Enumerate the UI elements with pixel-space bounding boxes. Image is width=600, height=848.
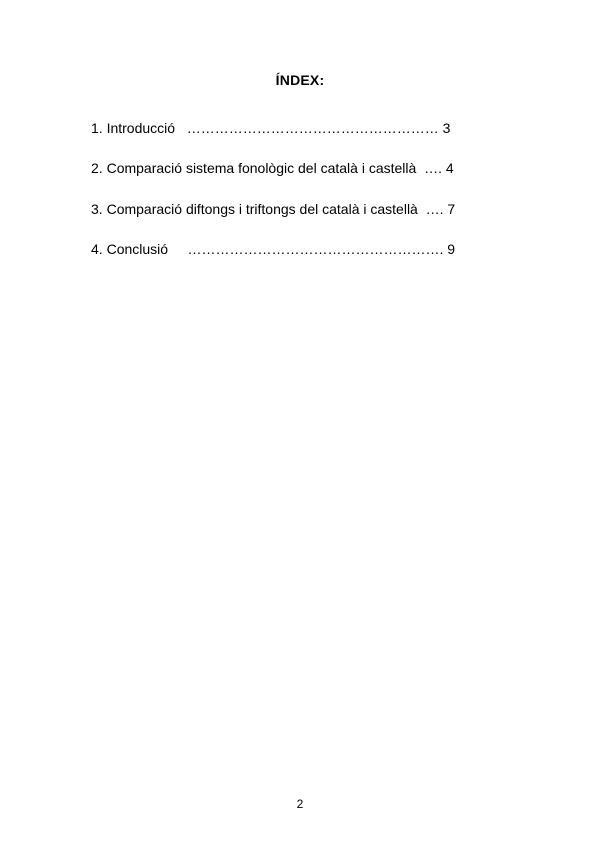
toc-entry-page: 3	[442, 120, 451, 136]
index-title: ÍNDEX:	[275, 72, 325, 88]
toc-entry[interactable]	[91, 200, 455, 218]
toc-entry-title: Conclusió	[106, 241, 169, 257]
toc-entry-title: Comparació diftongs i triftongs del català i castellà	[106, 201, 418, 217]
toc-entry-leader: ….	[421, 201, 444, 217]
toc-entry-leader: ………………………………………………	[178, 120, 439, 136]
toc-entry[interactable]	[91, 159, 454, 177]
toc-entry[interactable]	[91, 119, 450, 137]
toc-entry-title: Introducció	[106, 120, 176, 136]
toc-entry-leader: ….	[420, 160, 442, 176]
toc-entry-page: 7	[447, 201, 456, 217]
toc-entry-page: 4	[445, 160, 454, 176]
toc-entry-page: 9	[447, 241, 456, 257]
toc-entry-title: Comparació sistema fonològic del català i castellà	[106, 160, 417, 176]
toc-entry-leader: ……………………………………………….	[171, 241, 444, 257]
toc-entry-number: 1.	[91, 120, 103, 136]
toc-entry[interactable]	[91, 240, 455, 258]
toc-entry-number: 4.	[91, 241, 103, 257]
toc-entry-number: 3.	[91, 201, 103, 217]
page-number: 2	[296, 797, 304, 811]
toc-entry-number: 2.	[91, 160, 103, 176]
